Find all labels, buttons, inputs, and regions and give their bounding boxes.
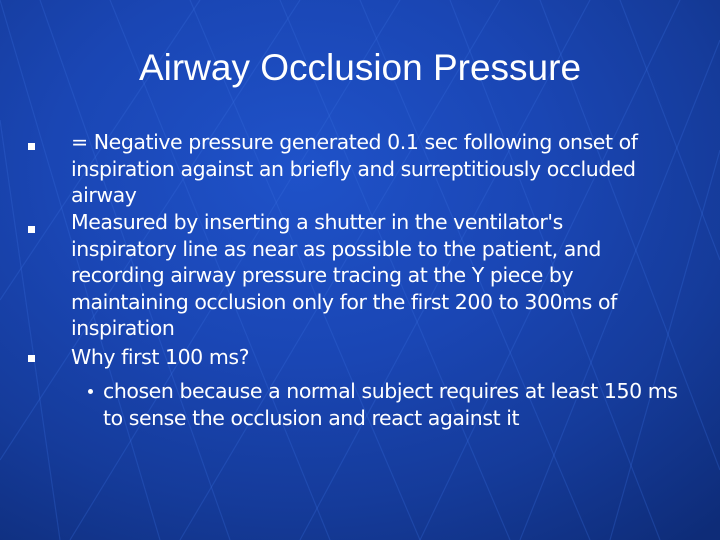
- bullet-square-icon: [28, 355, 35, 362]
- bullet-square-icon: [28, 226, 35, 233]
- bullet-item-measurement: Measured by inserting a shutter in the ventilator's inspiratory line as near as possible to the patient, and recording airway pressure tracing at the Y piece by maintaining occlusion only for the first 200 to 300ms of inspiration: [71, 210, 617, 341]
- bullet-item-question: Why first 100 ms?: [71, 345, 250, 369]
- bullet-square-icon: [28, 143, 35, 150]
- bullet-item-definition: = Negative pressure generated 0.1 sec following onset of inspiration against an briefly and surreptitiously occluded airway: [71, 130, 638, 208]
- sub-bullet-dot-icon: [88, 389, 93, 394]
- sub-bullet-item-reason: chosen because a normal subject requires at least 150 ms to sense the occlusion and react against it: [103, 379, 678, 430]
- slide-title: Airway Occlusion Pressure: [138, 47, 582, 88]
